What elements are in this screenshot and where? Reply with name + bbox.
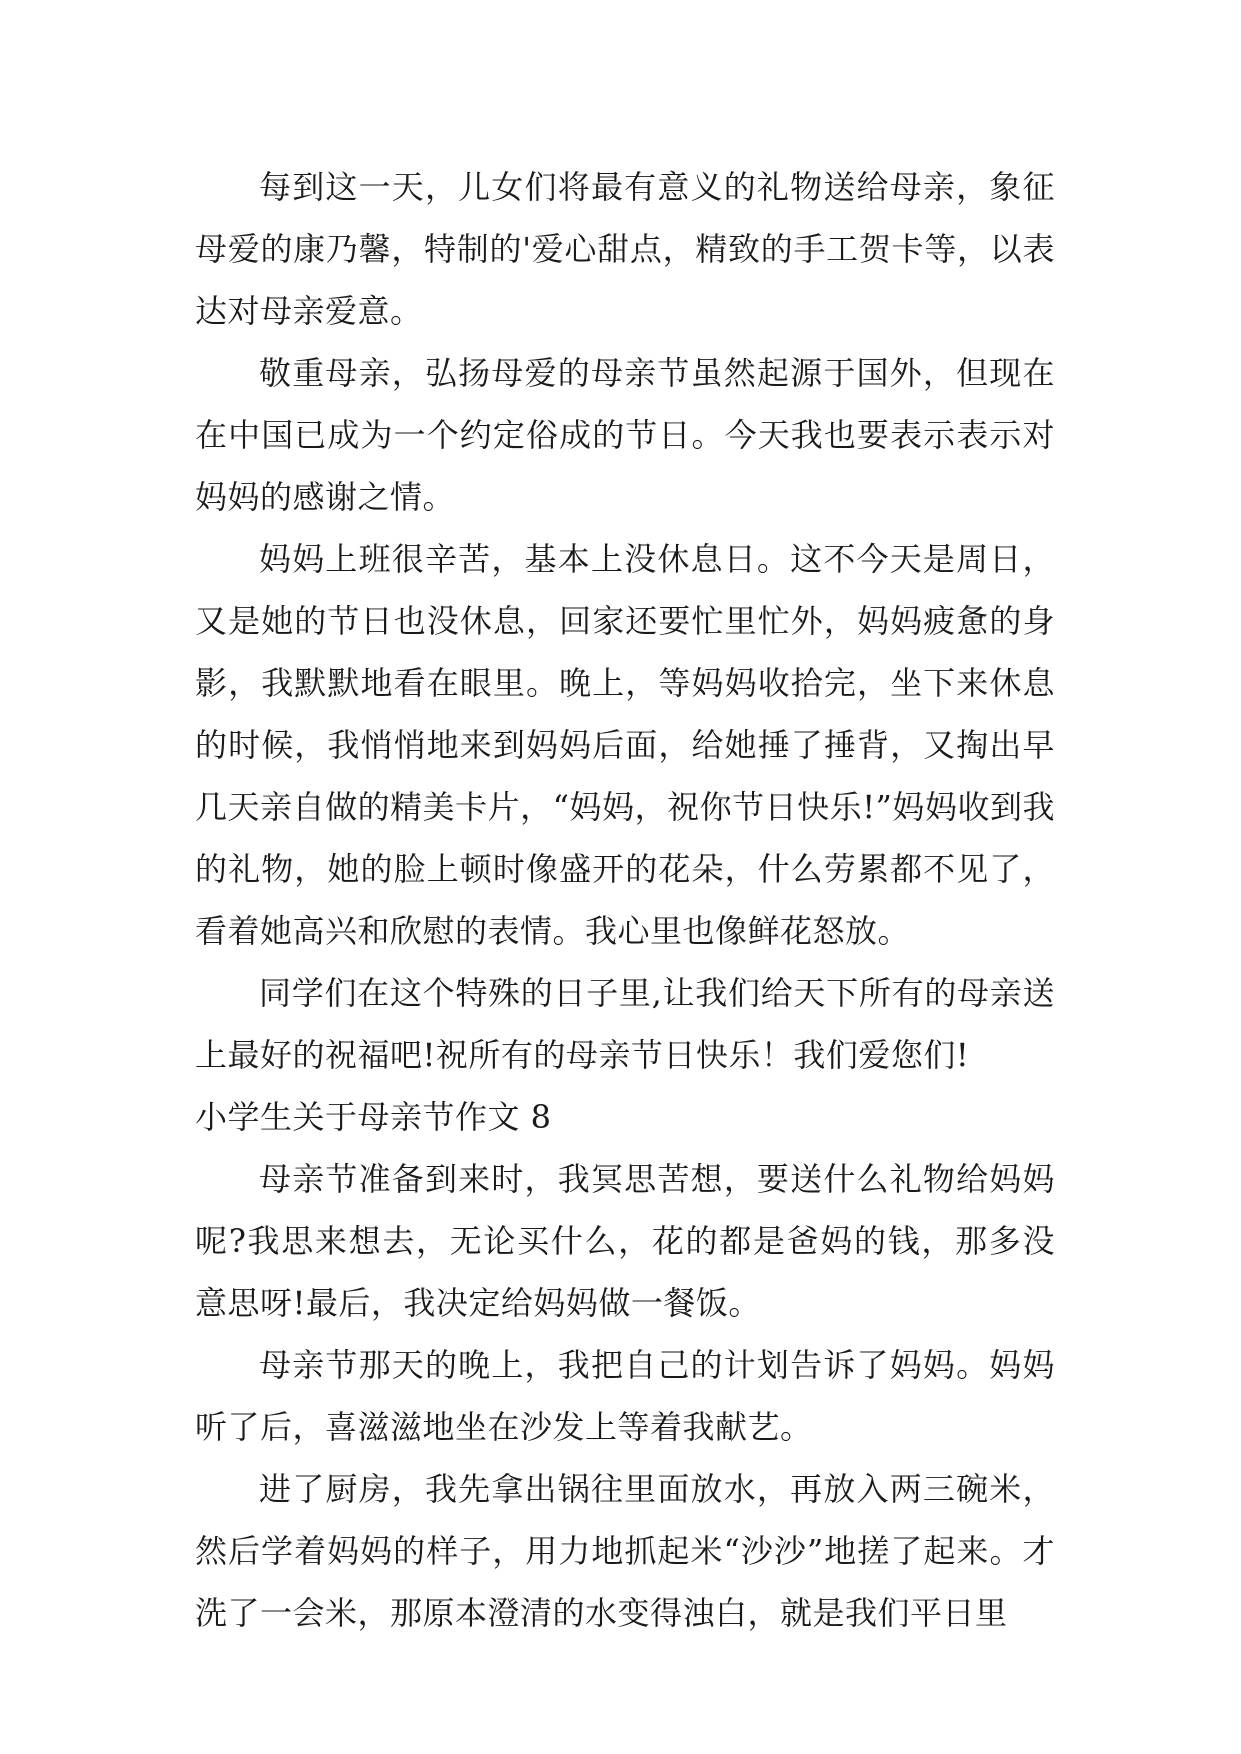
paragraph-gifts: 每到这一天，儿女们将最有意义的礼物送给母亲，象征母爱的康乃馨，特制的'爱心甜点，精致的手工贺卡等，以表达对母亲爱意。 xyxy=(195,168,1055,330)
document-body xyxy=(195,156,1055,1644)
essay-heading: 小学生关于母亲节作文 8 xyxy=(195,1098,552,1136)
paragraph-respect-mother: 敬重母亲，弘扬母爱的母亲节虽然起源于国外，但现在在中国已成为一个约定俗成的节日。今天我也要表示表示对妈妈的感谢之情。 xyxy=(195,354,1055,516)
paragraph-wishes: 同学们在这个特殊的日子里,让我们给天下所有的母亲送上最好的祝福吧!祝所有的母亲节日快乐！我们爱您们! xyxy=(195,974,1055,1074)
paragraph-mom-work: 妈妈上班很辛苦，基本上没休息日。这不今天是周日，又是她的节日也没休息，回家还要忙里忙外，妈妈疲惫的身影，我默默地看在眼里。晚上，等妈妈收拾完，坐下来休息的时候，我悄悄地来到妈妈后面，给她捶了捶背，又掏出早几天亲自做的精美卡片，“妈妈，祝你节日快乐!”妈妈收到我的礼物，她的脸上顿时像盛开的花朵，什么劳累都不见了，看着她高兴和欣慰的表情。我心里也像鲜花怒放。 xyxy=(195,540,1055,950)
paragraph-kitchen: 进了厨房，我先拿出锅往里面放水，再放入两三碗米，然后学着妈妈的样子，用力地抓起米“沙沙”地搓了起来。才洗了一会米，那原本澄清的水变得浊白，就是我们平日里 xyxy=(195,1470,1055,1632)
paragraph-plan: 母亲节那天的晚上，我把自己的计划告诉了妈妈。妈妈听了后，喜滋滋地坐在沙发上等着我献艺。 xyxy=(195,1346,1055,1446)
paragraph-gift-idea: 母亲节准备到来时，我冥思苦想，要送什么礼物给妈妈呢?我思来想去，无论买什么，花的都是爸妈的钱，那多没意思呀!最后，我决定给妈妈做一餐饭。 xyxy=(195,1160,1055,1322)
